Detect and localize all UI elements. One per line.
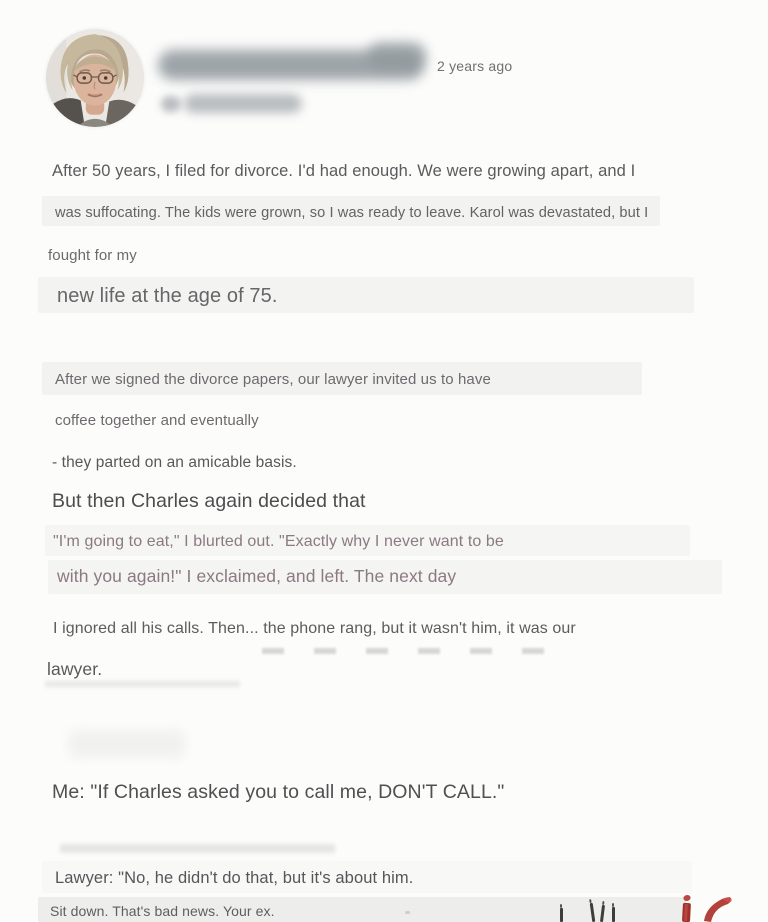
post-timestamp: 2 years ago: [437, 58, 513, 74]
cut-off-red-figure-icon: [678, 891, 740, 922]
story-line-2: was suffocating. The kids were grown, so I was ready to leave. Karol was devastated, but I: [55, 205, 649, 221]
erased-text-smudge: [45, 681, 240, 687]
elderly-woman-avatar-icon: [46, 29, 144, 127]
story-line-13: Me: "If Charles asked you to call me, DON'T CALL.": [52, 781, 505, 803]
story-line-9: "I'm going to eat," I blurted out. "Exactly why I never want to be: [53, 533, 504, 550]
username-subtitle-redacted-dot: [161, 96, 181, 112]
erased-text-smudge: [262, 648, 572, 654]
story-line-7: - they parted on an amicable basis.: [52, 454, 297, 471]
candle-mark-icon: [612, 907, 615, 922]
avatar[interactable]: [46, 29, 144, 127]
erased-text-smudge: [68, 730, 186, 758]
username-redacted-tail: [368, 42, 426, 68]
story-line-4: new life at the age of 75.: [57, 285, 278, 307]
story-line-11: I ignored all his calls. Then... the phone rang, but it wasn't him, it was our: [53, 620, 576, 637]
username-subtitle-redacted: [184, 94, 302, 113]
story-line-3: fought for my: [48, 247, 137, 264]
story-line-15: Sit down. That's bad news. Your ex.: [50, 903, 275, 919]
story-line-14: Lawyer: "No, he didn't do that, but it's about him.: [55, 869, 414, 887]
story-line-12: lawyer.: [47, 659, 103, 679]
story-line-6: coffee together and eventually: [55, 412, 259, 429]
candle-mark-icon: [560, 908, 563, 922]
story-line-8: But then Charles again decided that: [52, 490, 366, 512]
story-line-10: with you again!" I exclaimed, and left. The next day: [57, 566, 457, 586]
story-line-5: After we signed the divorce papers, our lawyer invited us to have: [55, 371, 491, 388]
story-line-1: After 50 years, I filed for divorce. I'd had enough. We were growing apart, and I: [52, 162, 636, 180]
erased-text-smudge: [60, 844, 335, 853]
